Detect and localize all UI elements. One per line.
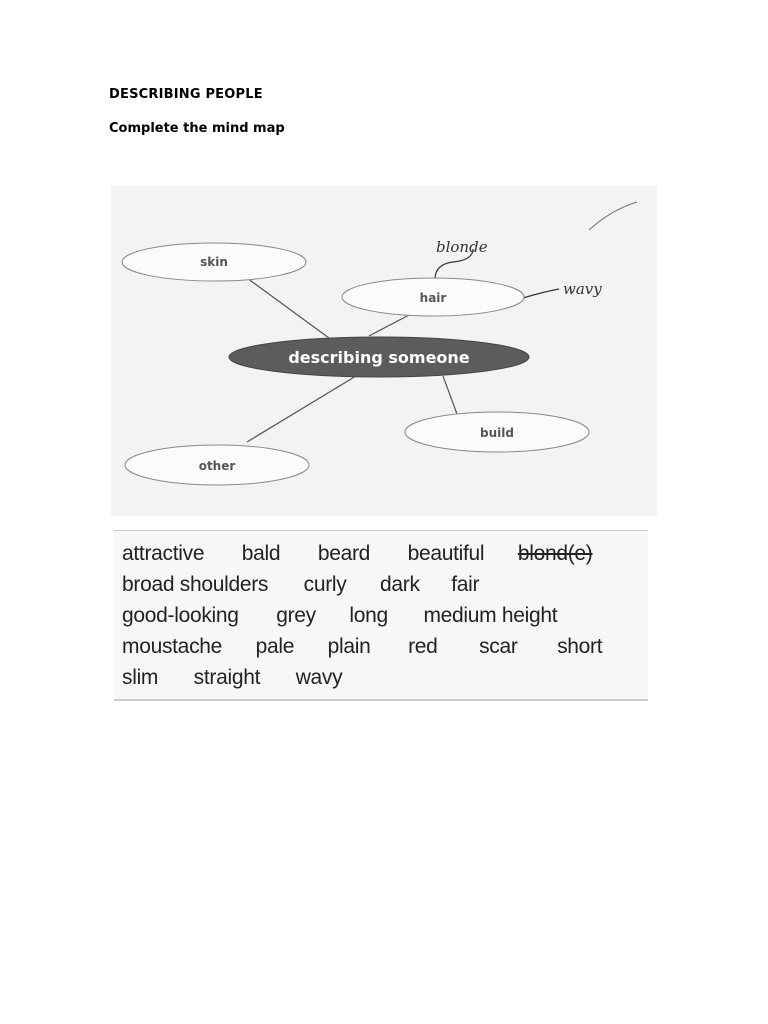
node-other [125, 445, 309, 485]
word-good-looking: good-looking [122, 604, 239, 627]
node-center [229, 337, 529, 377]
node-other-label: other [198, 459, 236, 473]
word-bank-row-4 [122, 635, 602, 659]
page-title: DESCRIBING PEOPLE [109, 87, 263, 102]
word-wavy: wavy [295, 666, 343, 689]
word-plain: plain [327, 635, 371, 658]
node-hair-label: hair [419, 291, 447, 305]
word-straight: straight [193, 666, 261, 689]
node-hair [342, 278, 524, 316]
word-beautiful: beautiful [407, 542, 485, 565]
word-beard: beard [317, 542, 371, 565]
connector-wavy [523, 289, 559, 298]
word-dark: dark [380, 573, 420, 596]
word-curly: curly [303, 573, 347, 596]
word-bank [114, 530, 648, 701]
center-label: describing someone [288, 348, 470, 367]
word-scar: scar [479, 635, 518, 658]
node-skin-label: skin [200, 255, 228, 269]
word-grey: grey [276, 604, 316, 627]
word-attractive: attractive [122, 542, 205, 565]
word-short: short [557, 635, 603, 658]
handwritten-blonde: blonde [436, 238, 488, 256]
word-red: red [408, 635, 438, 658]
word-long: long [349, 604, 388, 627]
word-medium-height: medium height [423, 604, 558, 627]
connector-build [443, 376, 457, 414]
word-bank-row-2 [122, 573, 479, 597]
decorative-stroke [589, 202, 637, 230]
instruction-text: Complete the mind map [109, 121, 285, 136]
mind-map [111, 186, 657, 516]
node-skin [122, 243, 306, 281]
connector-hair [369, 314, 411, 336]
word-bank-row-5 [122, 666, 342, 690]
connector-other [247, 376, 356, 442]
word-bank-row-1 [122, 542, 592, 566]
handwritten-wavy: wavy [563, 280, 602, 298]
word-slim: slim [122, 666, 159, 689]
word-blond-e: blond(e) [517, 542, 593, 565]
node-build-label: build [480, 426, 514, 440]
connector-skin [247, 278, 329, 338]
word-pale: pale [255, 635, 295, 658]
word-bank-row-3 [122, 604, 557, 628]
node-build [405, 412, 589, 452]
word-broad-shoulders: broad shoulders [122, 573, 269, 596]
word-moustache: moustache [122, 635, 223, 658]
word-fair: fair [451, 573, 480, 596]
word-bald: bald [241, 542, 281, 565]
